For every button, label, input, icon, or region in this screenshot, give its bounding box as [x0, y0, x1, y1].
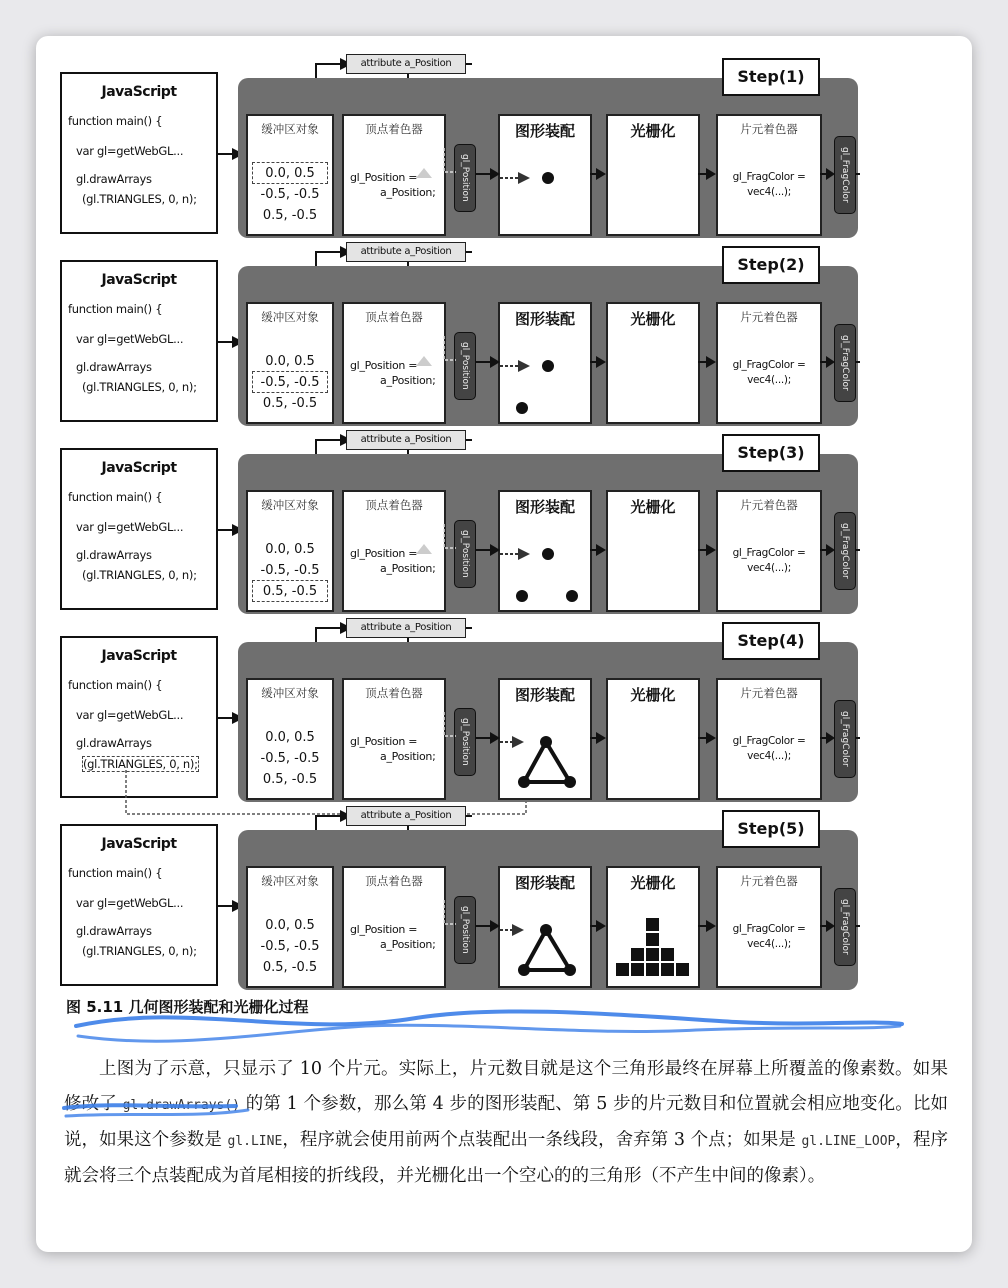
- rasterize-title: 光栅化: [630, 310, 676, 328]
- buffer-value: -0.5, -0.5: [260, 187, 320, 202]
- js-code-line: var gl=getWebGL...: [76, 144, 184, 158]
- vs-code-line: gl_Position =: [350, 359, 418, 372]
- buffer-value: 0.0, 0.5: [265, 354, 315, 369]
- attribute-label: attribute a_Position: [346, 430, 466, 450]
- gl-position-pill: gl_Position: [454, 520, 476, 588]
- buffer-value: 0.5, -0.5: [262, 772, 318, 787]
- code-gl-line-loop: gl.LINE_LOOP: [801, 1134, 896, 1149]
- fragment-shader-title: 片元着色器: [740, 498, 798, 512]
- book-page: [36, 36, 972, 1252]
- gl-fragcolor-pill: gl_FragColor: [834, 324, 856, 402]
- vs-code-line: a_Position;: [380, 562, 436, 575]
- rasterize-title: 光栅化: [630, 686, 676, 704]
- js-code-line: (gl.TRIANGLES, 0, n);: [82, 568, 197, 582]
- js-code-line: gl.drawArrays: [76, 924, 152, 938]
- buffer-value: 0.0, 0.5: [265, 918, 315, 933]
- js-code-line: function main() {: [68, 114, 163, 128]
- gl-fragcolor-pill: gl_FragColor: [834, 888, 856, 966]
- javascript-title: JavaScript: [101, 272, 177, 288]
- vertex-shader-title: 顶点着色器: [365, 310, 423, 324]
- assembly-title: 图形装配: [514, 498, 575, 516]
- buffer-value: -0.5, -0.5: [260, 375, 320, 390]
- js-code-line: function main() {: [68, 302, 163, 316]
- fs-code-line: vec4(...);: [747, 938, 791, 950]
- gl-fragcolor-pill: gl_FragColor: [834, 512, 856, 590]
- buffer-value: 0.0, 0.5: [265, 542, 315, 557]
- step-label: Step(2): [722, 246, 820, 284]
- js-code-line: (gl.TRIANGLES, 0, n);: [83, 757, 198, 771]
- attribute-label: attribute a_Position: [346, 54, 466, 74]
- code-gl-line: gl.LINE: [227, 1134, 283, 1149]
- js-code-line: (gl.TRIANGLES, 0, n);: [82, 944, 197, 958]
- paragraph-text-3: ，程序就会使用前两个点装配出一条线段，舍弃第 3 个点；如果是: [282, 1130, 802, 1150]
- js-code-line: function main() {: [68, 678, 163, 692]
- vertex-shader-title: 顶点着色器: [365, 686, 423, 700]
- fs-code-line: gl_FragColor =: [732, 923, 806, 935]
- gl-position-pill: gl_Position: [454, 896, 476, 964]
- js-code-line: var gl=getWebGL...: [76, 332, 184, 346]
- vs-code-line: a_Position;: [380, 374, 436, 387]
- fs-code-line: vec4(...);: [747, 750, 791, 762]
- vs-code-line: gl_Position =: [350, 923, 418, 936]
- js-code-line: gl.drawArrays: [76, 172, 152, 186]
- vertex-shader-title: 顶点着色器: [365, 874, 423, 888]
- buffer-header: 缓冲区对象: [261, 498, 319, 512]
- js-code-line: (gl.TRIANGLES, 0, n);: [82, 380, 197, 394]
- gl-position-pill: gl_Position: [454, 144, 476, 212]
- vs-code-line: a_Position;: [380, 938, 436, 951]
- buffer-value: 0.0, 0.5: [265, 166, 315, 181]
- paragraph-text-2: 的第 1 个参数，那么第 4 步的图形装配、第 5 步的片元数目和位置就会相应地变化。比如说，如果这个参数是: [64, 1094, 948, 1150]
- rasterize-title: 光栅化: [630, 874, 676, 892]
- paragraph-text-4: ，程序就会将三个点装配成为首尾相接的折线段，并光栅化出一个空心的的三角形（不产生中间的像素）。: [64, 1130, 949, 1186]
- js-code-line: gl.drawArrays: [76, 736, 152, 750]
- vs-code-line: gl_Position =: [350, 547, 418, 560]
- fs-code-line: vec4(...);: [747, 186, 791, 198]
- fs-code-line: gl_FragColor =: [732, 735, 806, 747]
- buffer-value: 0.5, -0.5: [262, 960, 318, 975]
- assembly-title: 图形装配: [514, 310, 575, 328]
- buffer-header: 缓冲区对象: [261, 874, 319, 888]
- gl-position-pill: gl_Position: [454, 332, 476, 400]
- javascript-title: JavaScript: [101, 460, 177, 476]
- step-label: Step(5): [722, 810, 820, 848]
- js-code-line: var gl=getWebGL...: [76, 708, 184, 722]
- js-code-line: var gl=getWebGL...: [76, 896, 184, 910]
- buffer-value: -0.5, -0.5: [260, 751, 320, 766]
- gl-fragcolor-pill: gl_FragColor: [834, 700, 856, 778]
- js-code-line: function main() {: [68, 490, 163, 504]
- js-code-line: gl.drawArrays: [76, 548, 152, 562]
- fs-code-line: vec4(...);: [747, 374, 791, 386]
- js-code-line: var gl=getWebGL...: [76, 520, 184, 534]
- step-label: Step(3): [722, 434, 820, 472]
- buffer-value: -0.5, -0.5: [260, 563, 320, 578]
- assembly-title: 图形装配: [514, 874, 575, 892]
- attribute-label: attribute a_Position: [346, 242, 466, 262]
- vs-code-line: gl_Position =: [350, 735, 418, 748]
- paragraph-text-1: 上图为了示意，只显示了 10 个片元。实际上，片元数目就是这个三角形最终在屏幕上所覆盖的像素数。如果修改了: [64, 1059, 948, 1114]
- buffer-value: 0.5, -0.5: [262, 208, 318, 223]
- rasterize-title: 光栅化: [630, 498, 676, 516]
- fs-code-line: gl_FragColor =: [732, 547, 806, 559]
- fs-code-line: vec4(...);: [747, 562, 791, 574]
- rasterize-title: 光栅化: [630, 122, 676, 140]
- code-draw-arrays: gl.drawArrays(): [122, 1098, 241, 1113]
- vertex-shader-title: 顶点着色器: [365, 498, 423, 512]
- buffer-value: 0.0, 0.5: [265, 730, 315, 745]
- figure-caption: 图 5.11 几何图形装配和光栅化过程: [66, 998, 309, 1016]
- buffer-header: 缓冲区对象: [261, 310, 319, 324]
- assembly-title: 图形装配: [514, 122, 575, 140]
- vs-code-line: a_Position;: [380, 186, 436, 199]
- fragment-shader-title: 片元着色器: [740, 686, 798, 700]
- js-code-line: gl.drawArrays: [76, 360, 152, 374]
- pen-highlight-scribble: [36, 36, 972, 1252]
- attribute-label: attribute a_Position: [346, 618, 466, 638]
- fragment-shader-title: 片元着色器: [740, 122, 798, 136]
- vs-code-line: a_Position;: [380, 750, 436, 763]
- buffer-header: 缓冲区对象: [261, 686, 319, 700]
- attribute-label: attribute a_Position: [346, 806, 466, 826]
- js-code-line: function main() {: [68, 866, 163, 880]
- javascript-title: JavaScript: [101, 84, 177, 100]
- step-label: Step(4): [722, 622, 820, 660]
- javascript-title: JavaScript: [101, 648, 177, 664]
- vertex-shader-title: 顶点着色器: [365, 122, 423, 136]
- fs-code-line: gl_FragColor =: [732, 359, 806, 371]
- gl-position-pill: gl_Position: [454, 708, 476, 776]
- gl-fragcolor-pill: gl_FragColor: [834, 136, 856, 214]
- vs-code-line: gl_Position =: [350, 171, 418, 184]
- fs-code-line: gl_FragColor =: [732, 171, 806, 183]
- js-code-line: (gl.TRIANGLES, 0, n);: [82, 192, 197, 206]
- buffer-header: 缓冲区对象: [261, 122, 319, 136]
- buffer-value: 0.5, -0.5: [262, 396, 318, 411]
- buffer-value: 0.5, -0.5: [262, 584, 318, 599]
- fragment-shader-title: 片元着色器: [740, 310, 798, 324]
- fragment-shader-title: 片元着色器: [740, 874, 798, 888]
- buffer-value: -0.5, -0.5: [260, 939, 320, 954]
- assembly-title: 图形装配: [514, 686, 575, 704]
- step-label: Step(1): [722, 58, 820, 96]
- javascript-title: JavaScript: [101, 836, 177, 852]
